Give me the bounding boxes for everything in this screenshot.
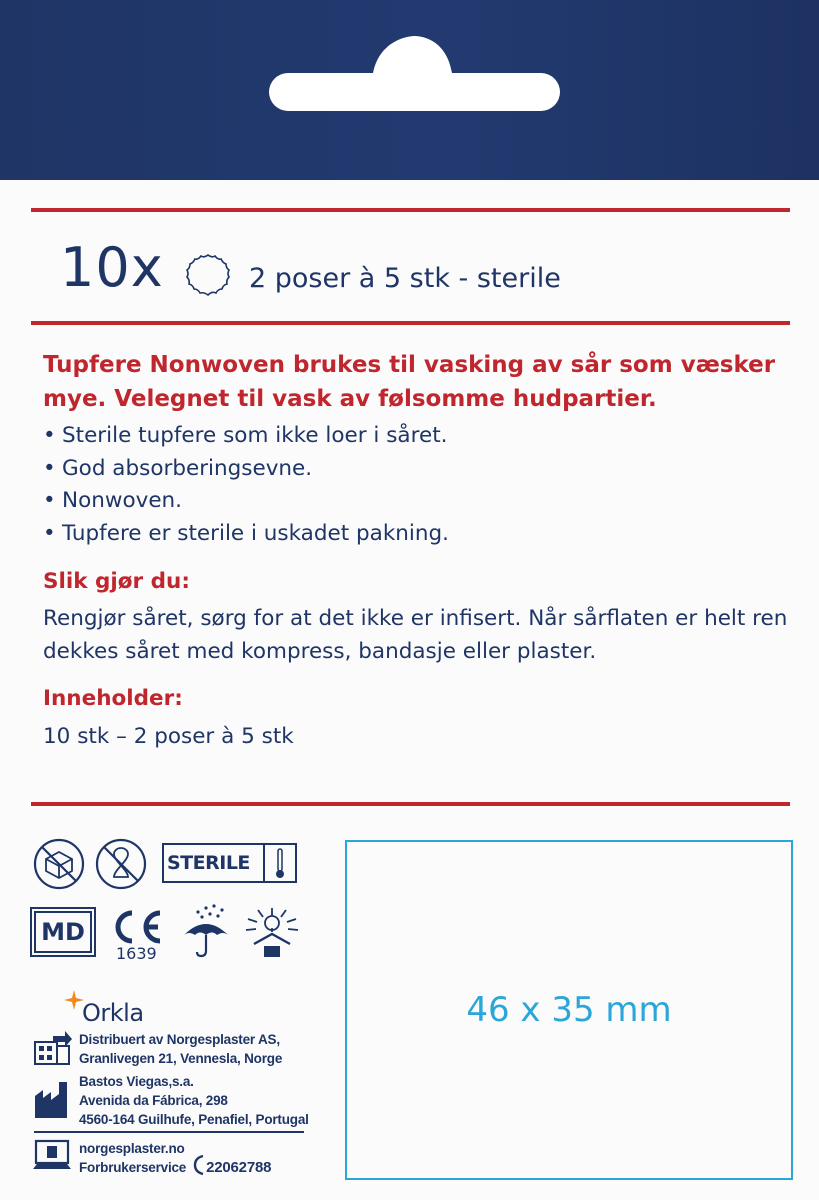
divider-bottom [31, 802, 790, 806]
service-label: Forbrukerservice [79, 1160, 187, 1175]
quantity-description: 2 poser à 5 stk - sterile [249, 263, 561, 294]
phone-number: 22062788 [206, 1159, 272, 1176]
sterile-icon [162, 843, 297, 883]
distributor-info: Distribuert av Norgesplaster AS, Granlivegen 21, Vennesla, Norge [79, 1032, 283, 1066]
footer-rule [34, 1131, 304, 1133]
quantity: 10x [60, 236, 164, 299]
bullet: • [43, 520, 56, 546]
hang-hole [0, 0, 819, 180]
list-item: • Tupfere er sterile i uskadet pakning. [43, 518, 449, 551]
bullet: • [43, 455, 56, 481]
divider-top [31, 208, 790, 212]
gauze-pad-icon [184, 252, 232, 298]
ce-mark-icon [110, 907, 166, 947]
notified-body-number: 1639 [116, 944, 157, 963]
feature-list [43, 420, 449, 550]
list-item: • Sterile tupfere som ikke loer i såret. [43, 420, 449, 453]
keep-dry-icon [180, 903, 232, 961]
phone-icon [192, 1154, 206, 1176]
bullet: • [43, 423, 56, 448]
list-item: • God absorberingsevne. [43, 453, 449, 486]
contact-info [79, 1139, 271, 1177]
product-intro: Tupfere Nonwoven brukes til vasking av sår som væsker mye. Velegnet til vask av følsomme hudpartier. [43, 352, 776, 412]
do-not-reuse-icon [94, 837, 148, 891]
manufacturer-info: Bastos Viegas,s.a. Avenida da Fábrica, 298 4560-164 Guilhufe, Penafiel, Portugal [79, 1074, 309, 1127]
size-window [345, 840, 793, 1180]
computer-icon [33, 1139, 71, 1173]
contents-text: 10 stk – 2 poser à 5 stk [43, 724, 294, 749]
keep-away-from-sunlight-icon [242, 906, 302, 960]
website: norgesplaster.no [79, 1141, 185, 1156]
brand-logo: Orkla [82, 999, 144, 1027]
size-label: 46 x 35 mm [466, 990, 672, 1030]
medical-device-icon: MD [34, 911, 92, 953]
contents-heading: Inneholder: [43, 686, 183, 711]
distributor-icon [33, 1028, 73, 1066]
usage-text: Rengjør såret, sørg for at det ikke er infisert. Når sårflaten er helt ren dekkes såret med kompress, bandasje eller plaster. [43, 606, 788, 664]
list-item: • Nonwoven. [43, 485, 449, 518]
thermometer-icon [263, 845, 295, 881]
usage-heading: Slik gjør du: [43, 569, 190, 594]
bullet: • [43, 488, 56, 513]
divider-mid [31, 321, 790, 325]
manufacturer-icon [33, 1080, 71, 1120]
orkla-star-icon [64, 990, 84, 1010]
sterile-label: STERILE [167, 852, 250, 874]
do-not-use-if-damaged-icon [32, 837, 86, 891]
